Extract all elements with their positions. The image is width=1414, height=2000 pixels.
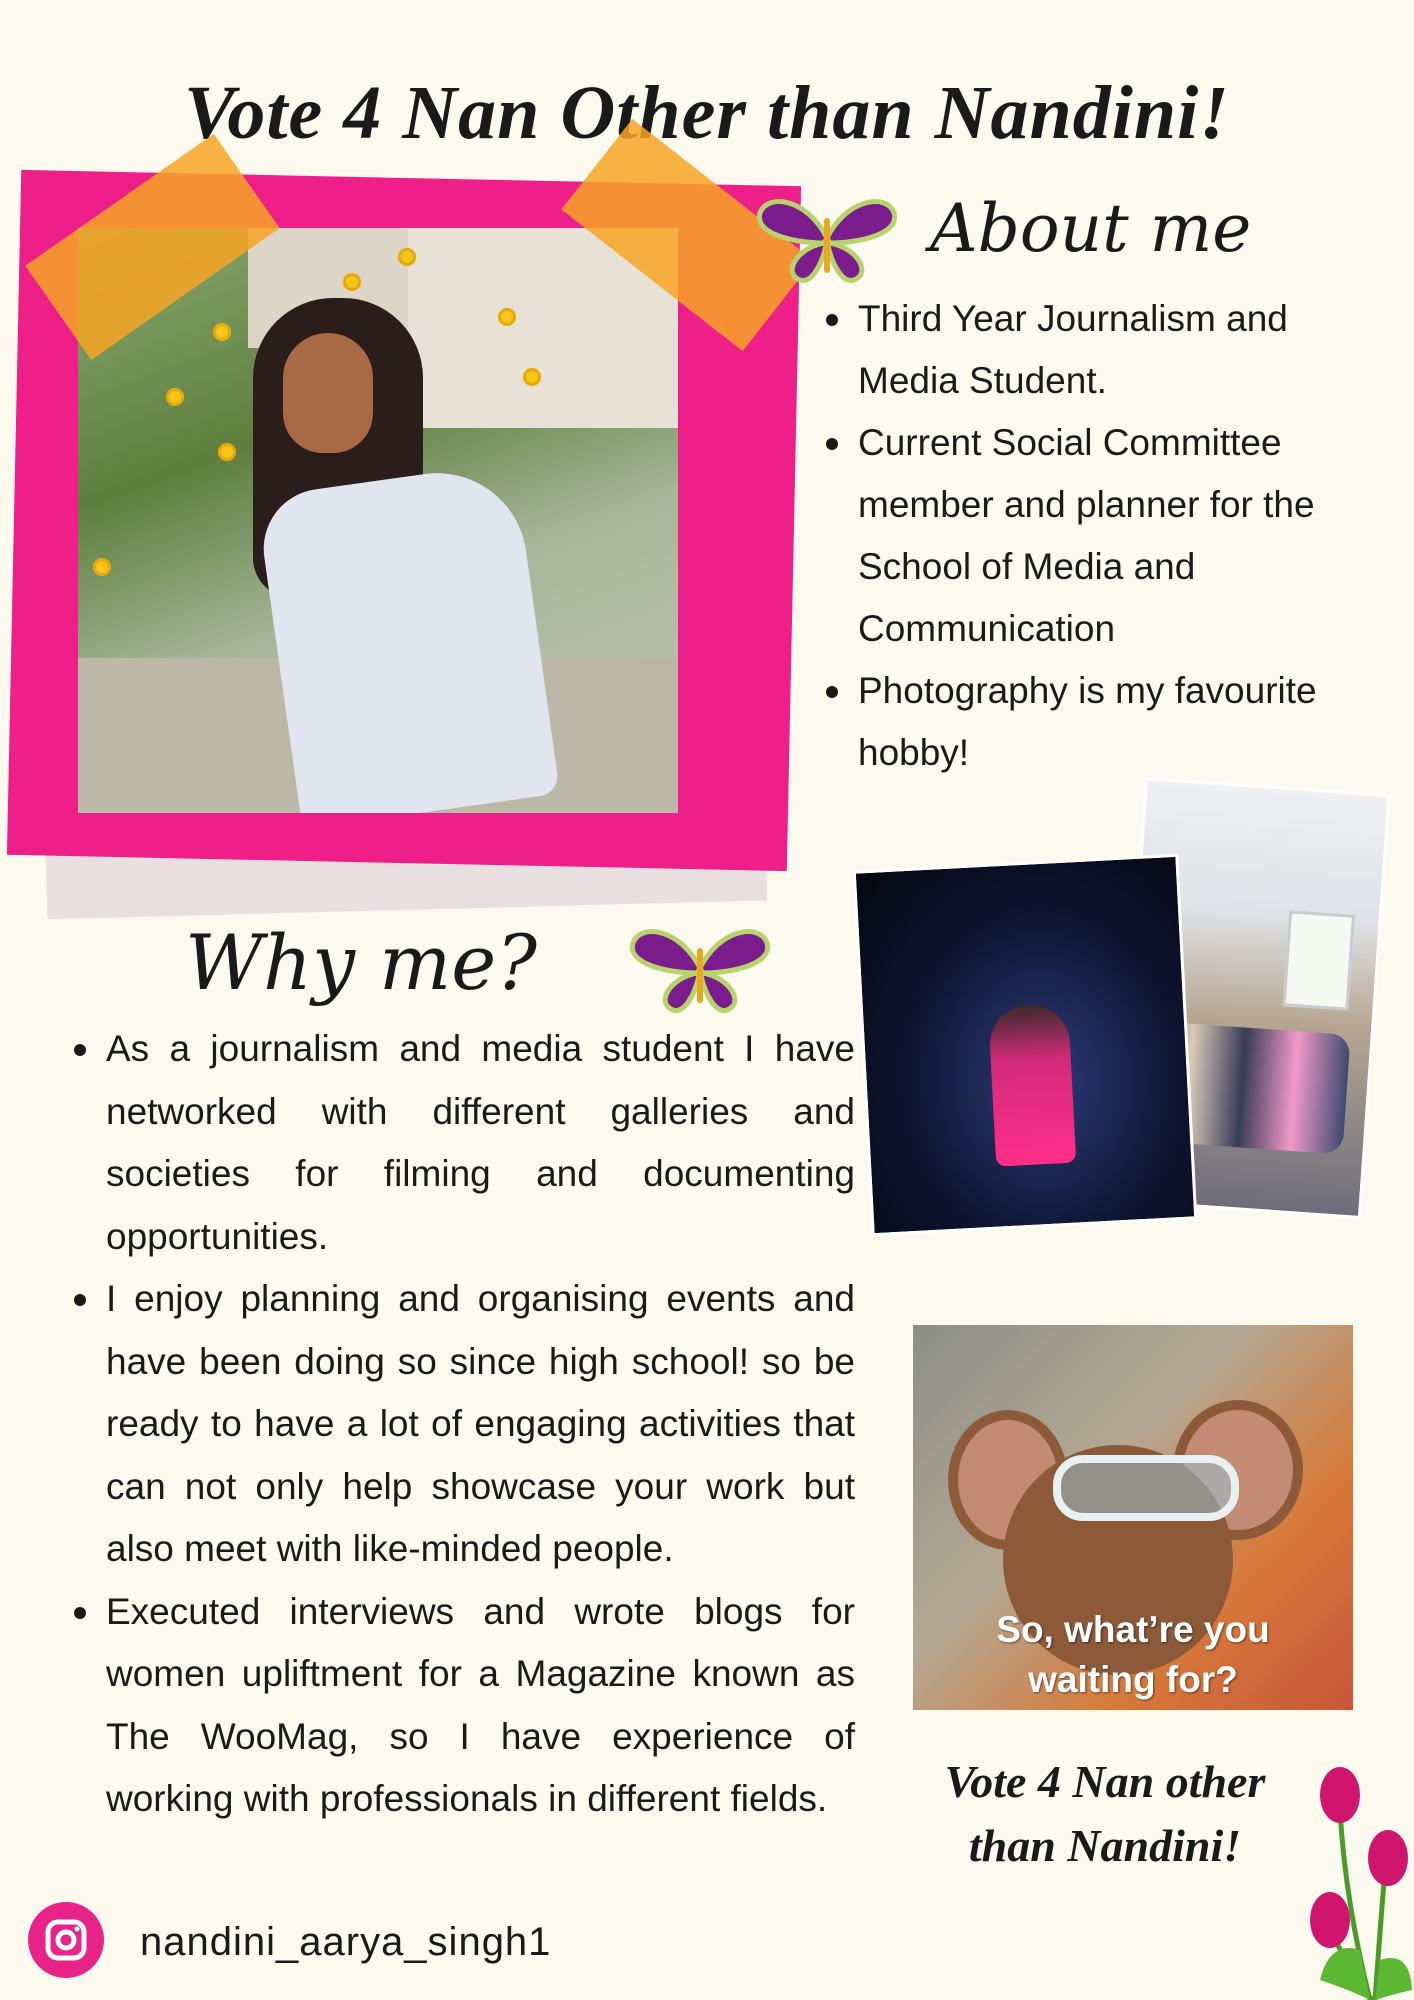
closing-slogan: Vote 4 Nan other than Nandini! bbox=[944, 1756, 1266, 1871]
instagram-handle[interactable]: nandini_aarya_singh1 bbox=[140, 1920, 552, 1964]
about-heading: About me bbox=[930, 190, 1252, 267]
profile-photo bbox=[78, 228, 678, 813]
stage-photo bbox=[853, 854, 1198, 1237]
meme-caption: So, what’re you waiting for? bbox=[996, 1609, 1270, 1700]
butterfly-icon bbox=[752, 188, 902, 288]
meme-image bbox=[913, 1325, 1353, 1710]
list-item: Third Year Journalism and Media Student. bbox=[822, 288, 1342, 412]
tulip-icon bbox=[1300, 1750, 1414, 2000]
list-item: As a journalism and media student I have networked with different galleries and societies for filming and documenting opportunities. bbox=[70, 1018, 855, 1268]
list-item: Current Social Committee member and planner for the School of Media and Communication bbox=[822, 412, 1342, 660]
instagram-icon bbox=[28, 1902, 104, 1978]
about-list bbox=[822, 288, 1342, 784]
butterfly-icon bbox=[625, 918, 775, 1018]
why-heading: Why me? bbox=[185, 918, 537, 1007]
list-item: Photography is my favourite hobby! bbox=[822, 660, 1342, 784]
why-list bbox=[70, 1018, 855, 1831]
instagram-button[interactable] bbox=[28, 1902, 104, 1978]
list-item: Executed interviews and wrote blogs for women upliftment for a Magazine known as The WooMag, so I have experience of working with professionals in different fields. bbox=[70, 1581, 855, 1831]
list-item: I enjoy planning and organising events and have been doing so since high school! so be ready to have a lot of engaging activities that can not only help showcase your work but also meet with like-minded people. bbox=[70, 1268, 855, 1581]
page-title: Vote 4 Nan Other than Nandini! bbox=[184, 71, 1230, 155]
